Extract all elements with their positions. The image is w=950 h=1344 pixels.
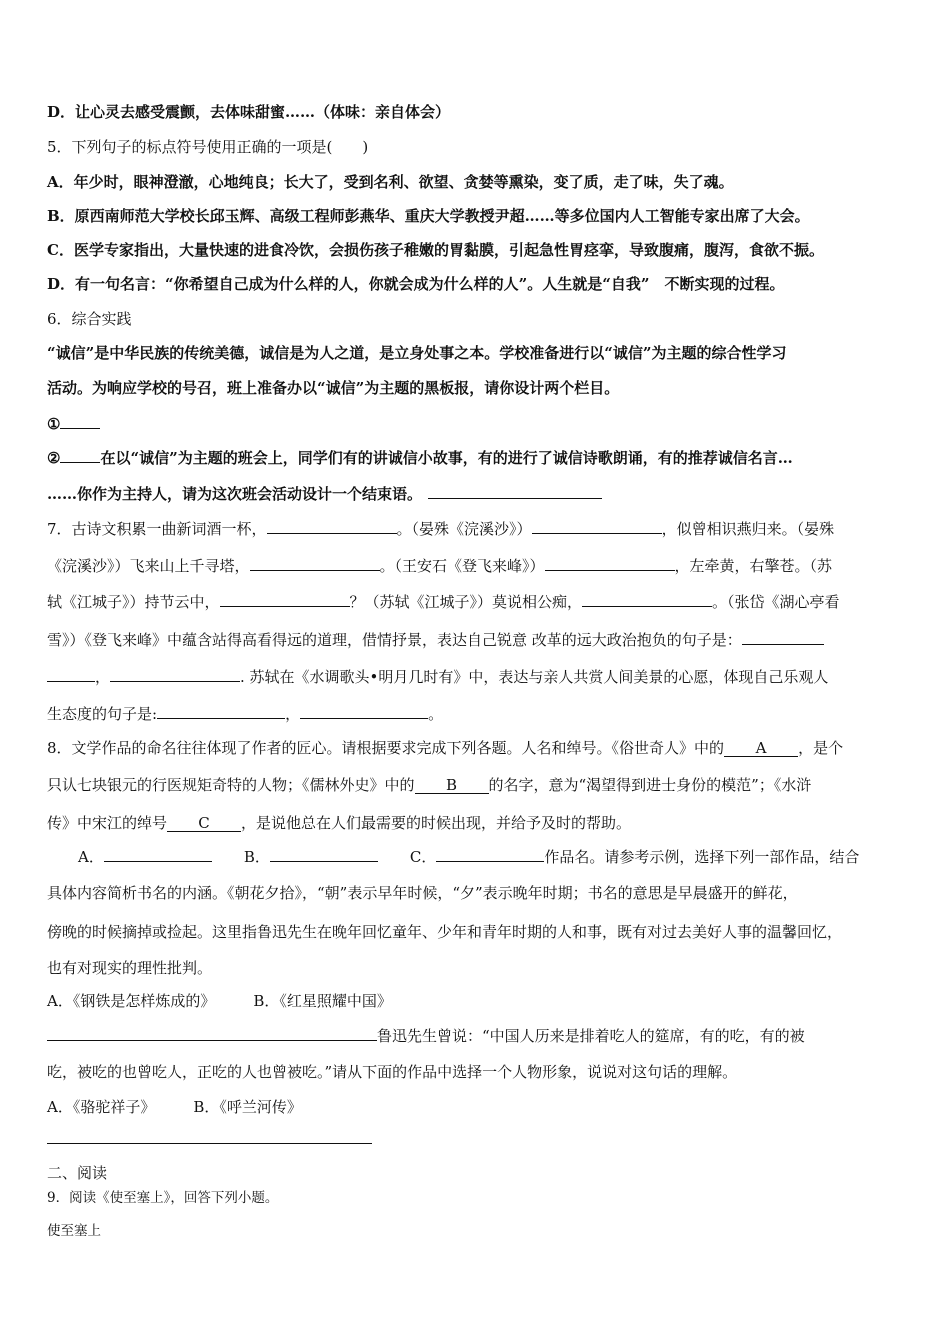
answer-blank[interactable] xyxy=(220,591,350,607)
q5-option-d: D．有一句名言：“你希望自己成为什么样的人，你就会成为什么样的人”。人生就是“自我” 不断实现的过程。 xyxy=(47,275,785,293)
answer-blank[interactable] xyxy=(250,555,380,571)
q8-answer-line: A． B． C． 作品名。请参考示例，选择下列一部作品，结合 xyxy=(78,848,860,866)
poem-title: 使至塞上 xyxy=(47,1223,101,1239)
answer-blank[interactable] xyxy=(47,1025,377,1041)
q5-option-c: C．医学专家指出，大量快速的进食冷饮，会损伤孩子稚嫩的胃黏膜，引起急性胃痉挛，导致腹痛，腹泻，食欲不振。 xyxy=(47,241,824,259)
q7-line3: 轼《江城子》）持节云中， ？（苏轼《江城子》）莫说相公痴， 。（张岱《湖心亭看 xyxy=(47,593,840,611)
answer-blank[interactable] xyxy=(270,846,378,862)
answer-blank-c[interactable]: C xyxy=(167,816,241,832)
q8-line3: 传》中宋江的绰号 C ，是说他总在人们最需要的时候出现，并给予及时的帮助。 xyxy=(47,814,632,832)
answer-blank[interactable] xyxy=(110,666,240,682)
answer-blank[interactable] xyxy=(104,846,212,862)
q8-options-1: A．《钢铁是怎样炼成的》 B．《红星照耀中国》 xyxy=(47,992,392,1010)
q7-line6: 生态度的句子是: ， 。 xyxy=(47,705,444,723)
q6-blank-2-line: ② 在以“诚信”为主题的班会上，同学们有的讲诚信小故事，有的进行了诚信诗歌朗诵，有的推荐诚信名言… xyxy=(47,449,793,467)
q6-closing-line: ……你作为主持人，请为这次班会活动设计一个结束语。 xyxy=(47,483,602,504)
q7-line1: 7．古诗文积累一曲新词酒一杯， 。（晏殊《浣溪沙》） ，似曾相识燕归来。（晏殊 xyxy=(47,520,835,538)
q6-blank-1: ① xyxy=(47,413,100,434)
q8-example-line1: 具体内容简析书名的内涵。《朝花夕拾》，“朝”表示早年时候，“夕”表示晚年时期；书名的意思是早晨盛开的鲜花， xyxy=(47,884,798,902)
answer-blank[interactable] xyxy=(60,447,100,463)
answer-blank-a[interactable]: A xyxy=(724,741,798,757)
answer-blank[interactable] xyxy=(300,703,428,719)
q8-example-line3: 也有对现实的理性批判。 xyxy=(47,959,213,977)
answer-blank[interactable] xyxy=(47,666,95,682)
q4-option-d: D．让心灵去感受震颤，去体味甜蜜……（体味：亲自体会） xyxy=(47,103,451,121)
q7-line4: 雪》）《登飞来峰》中蕴含站得高看得远的道理，借情抒景，表达自己锐意 改革的远大政治抱负的句子是： xyxy=(47,629,824,650)
q5-stem: 5．下列句子的标点符号使用正确的一项是( ) xyxy=(47,138,369,156)
answer-blank[interactable] xyxy=(582,591,712,607)
answer-blank[interactable] xyxy=(157,703,285,719)
section-reading-title: 二、阅读 xyxy=(47,1164,108,1182)
q8-luxun-line: 鲁迅先生曾说：“中国人历来是排着吃人的筵席，有的吃，有的被 xyxy=(47,1025,805,1046)
answer-blank-b[interactable]: B xyxy=(415,778,489,794)
q6-intro-line1: “诚信”是中华民族的传统美德，诚信是为人之道，是立身处事之本。学校准备进行以“诚信”为主题的综合性学习 xyxy=(47,344,787,362)
answer-blank[interactable] xyxy=(436,846,544,862)
q8-line2: 只认七块银元的行医规矩奇特的人物；《儒林外史》中的 B 的名字，意为“渴望得到进士身份的模范”；《水浒 xyxy=(47,776,812,794)
q8-luxun-line2: 吃，被吃的也曾吃人，正吃的人也曾被吃。”请从下面的作品中选择一个人物形象，说说对这句话的理解。 xyxy=(47,1063,738,1081)
answer-blank[interactable] xyxy=(545,555,675,571)
q7-line2: 《浣溪沙》）飞来山上千寻塔， 。（王安石《登飞来峰》） ，左牵黄，右擎苍。（苏 xyxy=(47,557,833,575)
answer-blank[interactable] xyxy=(60,413,100,429)
answer-blank[interactable] xyxy=(267,518,397,534)
q9-stem: 9．阅读《使至塞上》，回答下列小题。 xyxy=(47,1190,279,1206)
q8-line1: 8．文学作品的命名往往体现了作者的匠心。请根据要求完成下列各题。人名和绰号。《俗世奇人》中的 A ，是个 xyxy=(47,739,844,757)
q5-option-a: A．年少时，眼神澄澈，心地纯良；长大了，受到名利、欲望、贪婪等熏染，变了质，走了味，失了魂。 xyxy=(47,173,734,191)
q5-option-b: B．原西南师范大学校长邱玉辉、高级工程师彭燕华、重庆大学教授尹超……等多位国内人工智能专家出席了大会。 xyxy=(47,207,810,225)
q6-intro-line2: 活动。为响应学校的号召，班上准备办以“诚信”为主题的黑板报，请你设计两个栏目。 xyxy=(47,379,620,397)
answer-blank[interactable] xyxy=(742,629,824,645)
q7-line5: ， . 苏轼在《水调歌头•明月几时有》中，表达与亲人共赏人间美景的心愿，体现自己乐观人 xyxy=(47,666,828,687)
answer-line[interactable] xyxy=(47,1143,372,1144)
answer-blank[interactable] xyxy=(532,518,662,534)
q6-title: 6．综合实践 xyxy=(47,310,132,328)
q8-options-2: A．《骆驼祥子》 B．《呼兰河传》 xyxy=(47,1098,302,1116)
q8-example-line2: 傍晚的时候摘掉或捡起。这里指鲁迅先生在晚年回忆童年、少年和青年时期的人和事，既有对过去美好人事的温馨回忆， xyxy=(47,923,843,941)
answer-blank[interactable] xyxy=(428,483,602,499)
